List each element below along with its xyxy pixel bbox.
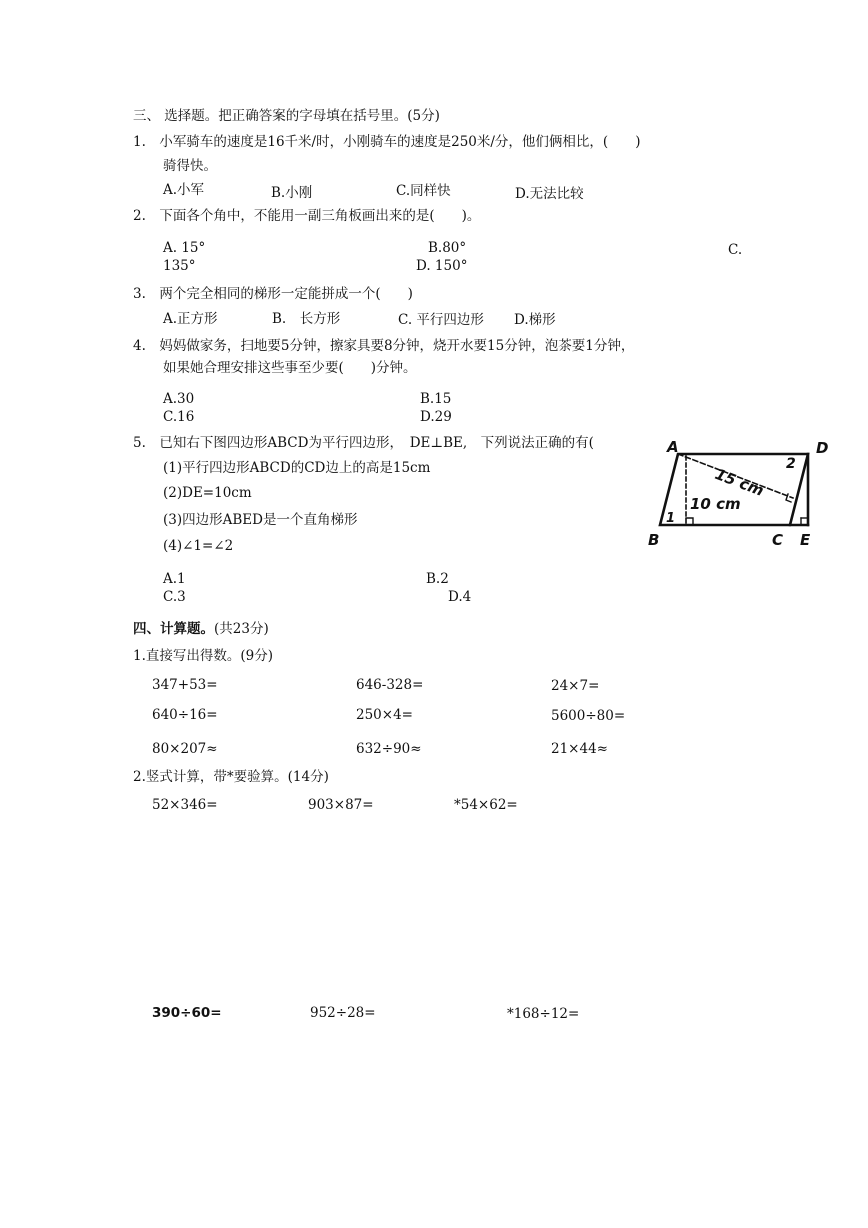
q2-text: 2. 下面各个角中，不能用一副三角板画出来的是( )。 <box>133 208 481 224</box>
length-15cm-label: 15 cm <box>712 464 767 500</box>
section4-points: (共23分) <box>214 621 269 637</box>
q4-text-cont: 如果她合理安排这些事至少要( )分钟。 <box>163 360 417 376</box>
q3-option-b: B. 长方形 <box>272 311 341 327</box>
q5-option-d: D.4 <box>448 589 472 605</box>
q1-option-c: C.同样快 <box>396 183 451 199</box>
calc-item: 632÷90≈ <box>356 741 422 757</box>
vertical-calc-item: 52×346= <box>152 797 218 813</box>
q2-option-a: A. 15° <box>163 240 206 256</box>
q2-option-c: C. <box>728 242 743 258</box>
q3-option-c: C. 平行四边形 <box>398 312 484 328</box>
q3-option-d: D.梯形 <box>514 312 556 328</box>
q4-option-d: D.29 <box>420 409 452 425</box>
section3-heading: 三、 选择题。把正确答案的字母填在括号里。(5分) <box>133 108 440 124</box>
q4-option-c: C.16 <box>163 409 195 425</box>
section4-heading <box>133 623 269 637</box>
q1-text-cont: 骑得快。 <box>163 158 217 174</box>
vertical-calc-item: *54×62= <box>454 797 518 813</box>
angle-2-label: 2 <box>786 456 796 472</box>
q2-option-d: D. 150° <box>416 258 468 274</box>
calc-item: 21×44≈ <box>551 741 608 757</box>
q5-option-a: A.1 <box>163 571 186 587</box>
calc-item: 646-328= <box>356 677 424 693</box>
q4-option-a: A.30 <box>163 391 195 407</box>
q5-statement-1: (1)平行四边形ABCD的CD边上的高是15cm <box>163 460 431 476</box>
calc-item: 640÷16= <box>152 707 218 723</box>
part2-title: 2.竖式计算，带*要验算。(14分) <box>133 769 329 785</box>
q5-statement-3: (3)四边形ABED是一个直角梯形 <box>163 512 358 528</box>
q5-statement-2: (2)DE=10cm <box>163 485 252 501</box>
vertex-d: D <box>816 439 829 457</box>
vertex-c: C <box>772 531 784 549</box>
calc-item: 24×7= <box>551 678 600 694</box>
q1-option-b: B.小刚 <box>271 185 313 201</box>
vertical-calc-item: *168÷12= <box>507 1006 580 1022</box>
calc-item: 5600÷80= <box>551 708 626 724</box>
angle-1-label: 1 <box>666 511 676 526</box>
q5-option-b: B.2 <box>426 571 449 587</box>
length-10cm-label: 10 cm <box>690 495 741 513</box>
vertical-calc-item: 390÷60= <box>152 1005 222 1021</box>
vertical-calc-item: 903×87= <box>308 797 374 813</box>
section4-title: 四、计算题。 <box>133 621 214 637</box>
calc-item: 347+53= <box>152 677 218 693</box>
vertex-b: B <box>648 531 660 549</box>
calc-item: 80×207≈ <box>152 741 218 757</box>
q3-option-a: A.正方形 <box>163 311 218 327</box>
q1-option-a: A.小军 <box>163 182 205 198</box>
vertex-a: A <box>667 438 679 456</box>
q4-option-b: B.15 <box>420 391 452 407</box>
vertical-calc-item: 952÷28= <box>310 1005 376 1021</box>
q1-text: 1. 小军骑车的速度是16千米/时，小刚骑车的速度是250米/分，他们俩相比，( ) <box>133 134 641 150</box>
q2-option-c-value: 135° <box>163 258 196 274</box>
q1-option-d: D.无法比较 <box>515 186 584 202</box>
q4-text: 4. 妈妈做家务，扫地要5分钟，擦家具要8分钟，烧开水要15分钟，泡茶要1分钟， <box>133 338 635 354</box>
q5-text: 5. 已知右下图四边形ABCD为平行四边形， DE⊥BE, 下列说法正确的有( <box>133 435 594 451</box>
part1-title: 1.直接写出得数。(9分) <box>133 648 274 664</box>
vertex-e: E <box>800 531 811 549</box>
parallelogram-figure <box>640 432 845 557</box>
q2-option-b: B.80° <box>428 240 467 256</box>
q5-option-c: C.3 <box>163 589 186 605</box>
q3-text: 3. 两个完全相同的梯形一定能拼成一个( ) <box>133 286 413 302</box>
calc-item: 250×4= <box>356 707 413 723</box>
q5-statement-4: (4)∠1=∠2 <box>163 538 234 554</box>
